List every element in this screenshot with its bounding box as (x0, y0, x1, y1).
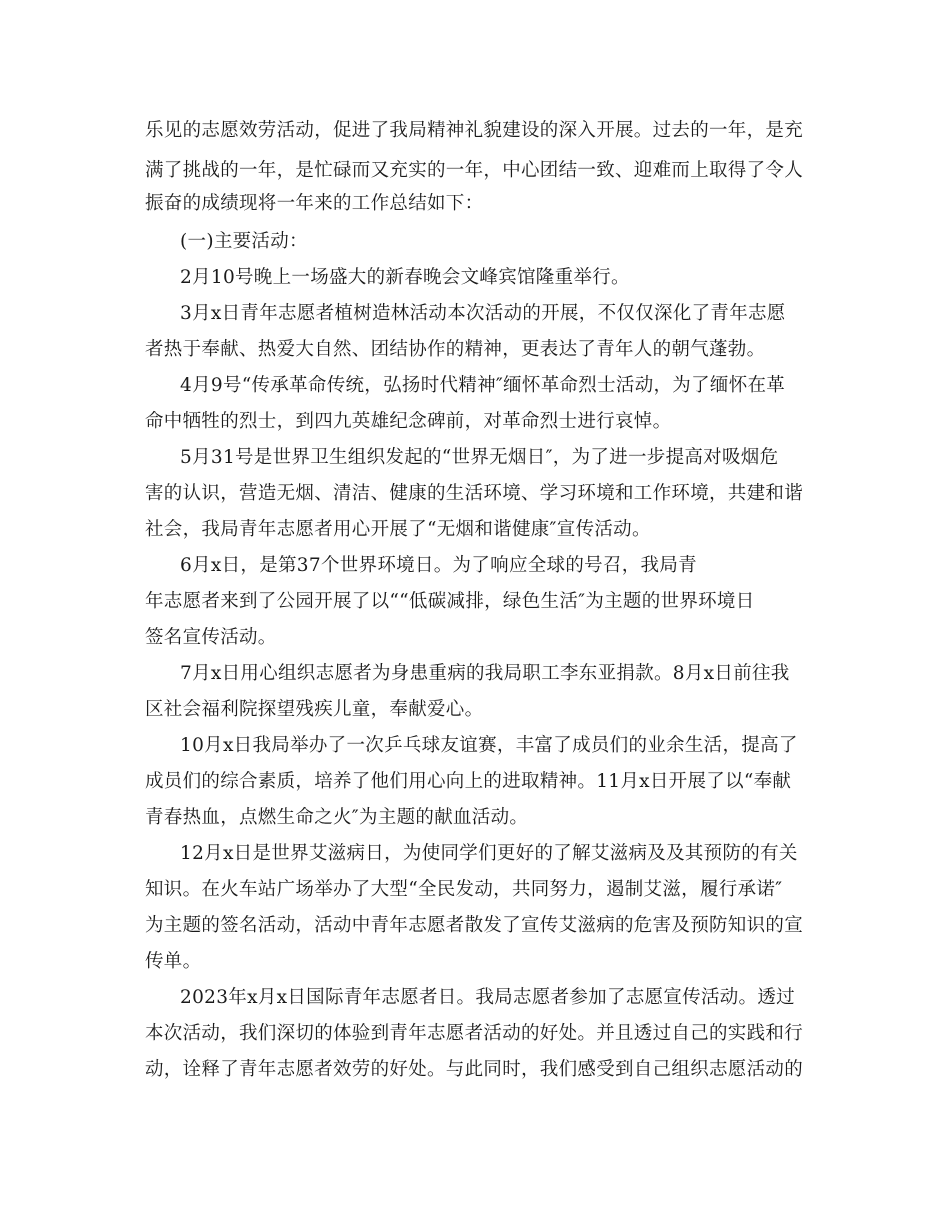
text-line: 6月x日，是第37个世界环境日。为了响应全球的号召，我局青 (180, 555, 697, 576)
text-line: 5月31号是世界卫生组织发起的“世界无烟日″，为了进一步提高对吸烟危 (180, 447, 779, 468)
text-line: 12月x日是世界艾滋病日，为使同学们更好的了解艾滋病及及其预防的有关 (180, 843, 798, 864)
text-line: 区社会福利院探望残疾儿童，奉献爱心。 (145, 699, 484, 720)
text-line: 2月10号晚上一场盛大的新春晚会文峰宾馆隆重举行。 (180, 267, 630, 288)
text-line: 3月x日青年志愿者植树造林活动本次活动的开展，不仅仅深化了青年志愿 (180, 303, 786, 324)
text-line: 知识。在火车站广场举办了大型“全民发动，共同努力，遏制艾滋，履行承诺″ (145, 879, 783, 900)
text-line: 本次活动，我们深切的体验到青年志愿者活动的好处。并且透过自己的实践和行 (145, 1023, 804, 1044)
text-line: 7月x日用心组织志愿者为身患重病的我局职工李东亚捐款。8月x日前往我 (180, 663, 790, 684)
text-line: 2023年x月x日国际青年志愿者日。我局志愿者参加了志愿宣传活动。透过 (180, 987, 795, 1008)
text-line: 者热于奉献、热爱大自然、团结协作的精神，更表达了青年人的朝气蓬勃。 (145, 339, 766, 360)
text-line: 为主题的签名活动，活动中青年志愿者散发了宣传艾滋病的危害及预防知识的宣 (145, 915, 804, 936)
text-line: 满了挑战的一年，是忙碌而又充实的一年，中心团结一致、迎难而上取得了令人 (145, 160, 804, 181)
text-line: 4月9号“传承革命传统，弘扬时代精神″缅怀革命烈士活动，为了缅怀在革 (180, 375, 786, 396)
text-line: 振奋的成绩现将一年来的工作总结如下： (145, 193, 484, 214)
text-line: 乐见的志愿效劳活动，促进了我局精神礼貌建设的深入开展。过去的一年，是充 (145, 120, 804, 141)
text-line: 青春热血，点燃生命之火″为主题的献血活动。 (145, 807, 529, 828)
text-line: 害的认识，营造无烟、清洁、健康的生活环境、学习环境和工作环境，共建和谐 (145, 483, 804, 504)
text-line: 签名宣传活动。 (145, 627, 277, 648)
text-line: 成员们的综合素质，培养了他们用心向上的进取精神。11月x日开展了以“奉献 (145, 771, 792, 792)
text-line: 动，诠释了青年志愿者效劳的好处。与此同时，我们感受到自己组织志愿活动的 (145, 1059, 804, 1080)
text-line: 社会，我局青年志愿者用心开展了“无烟和谐健康″宣传活动。 (145, 519, 651, 540)
text-line: 传单。 (145, 951, 202, 972)
text-line: 10月x日我局举办了一次乒乓球友谊赛，丰富了成员们的业余生活，提高了 (180, 735, 798, 756)
text-line: 命中牺牲的烈士，到四九英雄纪念碑前，对革命烈士进行哀悼。 (145, 411, 672, 432)
text-line: 年志愿者来到了公园开展了以““低碳减排，绿色生活″为主题的世界环境日 (145, 591, 755, 612)
section-heading: (一)主要活动： (180, 231, 308, 252)
